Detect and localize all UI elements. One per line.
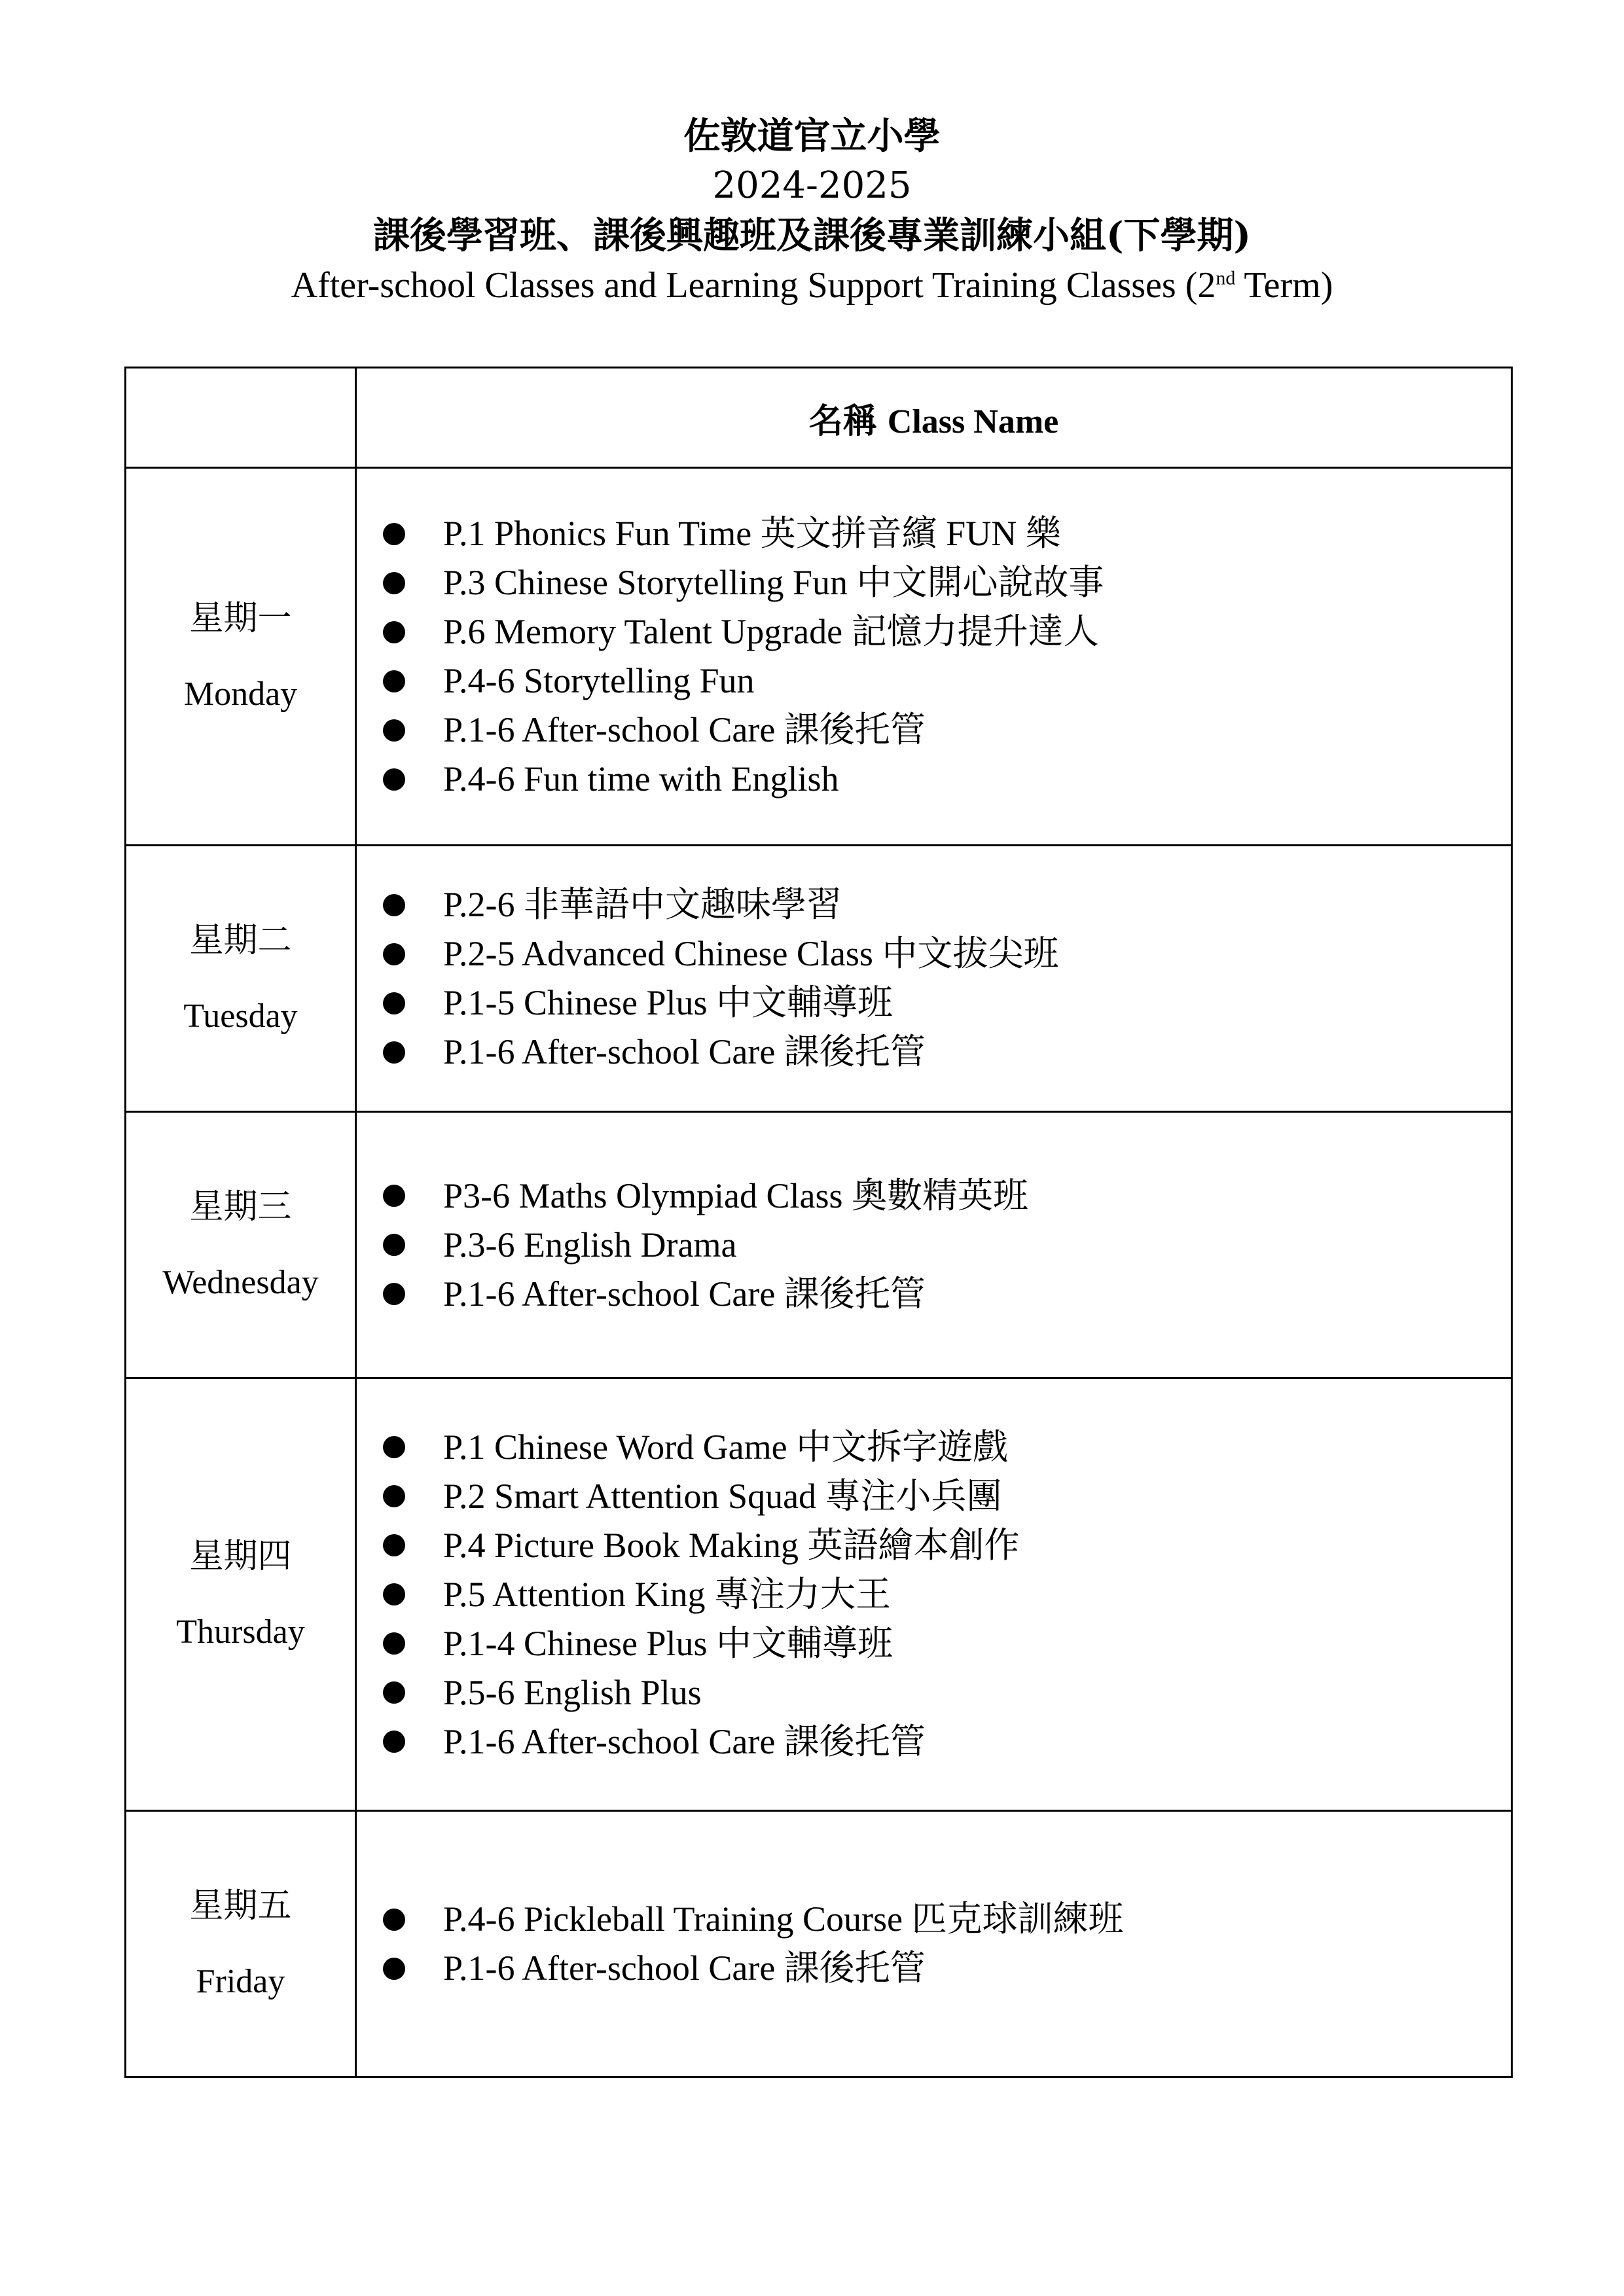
bullet-icon <box>383 1485 405 1507</box>
class-list-tuesday <box>357 880 1511 1077</box>
bullet-icon <box>383 1041 405 1064</box>
list-item: P.1-6 After-school Care 課後托管 <box>383 1028 1511 1077</box>
bullet-icon <box>383 1909 405 1931</box>
bullet-icon <box>383 1632 405 1655</box>
day-label-en: Monday <box>183 675 298 713</box>
list-item: P.1-6 After-school Care 課後托管 <box>383 706 1511 755</box>
list-item: P.2-6 非華語中文趣味學習 <box>383 880 1511 929</box>
day-label-en: Tuesday <box>183 997 298 1035</box>
list-item: P.2-5 Advanced Chinese Class 中文拔尖班 <box>383 929 1511 978</box>
day-label-en: Friday <box>196 1963 285 2000</box>
list-item: P.6 Memory Talent Upgrade 記憶力提升達人 <box>383 607 1511 656</box>
bullet-icon <box>383 1234 405 1256</box>
class-list-wednesday <box>357 1172 1511 1319</box>
day-cell-friday <box>126 1811 356 2077</box>
classes-cell-tuesday <box>356 846 1512 1112</box>
bullet-icon <box>383 768 405 791</box>
day-label-en: Wednesday <box>162 1264 319 1301</box>
bullet-icon <box>383 1958 405 1980</box>
table-row-tuesday <box>126 846 1512 1112</box>
classes-cell-wednesday <box>356 1112 1512 1378</box>
day-cell-tuesday <box>126 846 356 1112</box>
list-item: P.5 Attention King 專注力大王 <box>383 1570 1511 1619</box>
day-label-zh: 星期三 <box>189 1187 292 1227</box>
list-item: P.4-6 Pickleball Training Course 匹克球訓練班 <box>383 1895 1511 1944</box>
header-empty-cell <box>126 368 356 468</box>
school-year: 2024-2025 <box>712 164 912 207</box>
classes-cell-friday <box>356 1811 1512 2077</box>
bullet-icon <box>383 621 405 643</box>
list-item: P.4 Picture Book Making 英語繪本創作 <box>383 1521 1511 1570</box>
bullet-icon <box>383 719 405 742</box>
list-item: P.1-6 After-school Care 課後托管 <box>383 1944 1511 1993</box>
list-item: P.3 Chinese Storytelling Fun 中文開心說故事 <box>383 558 1511 607</box>
day-label-zh: 星期四 <box>189 1537 292 1576</box>
title-chinese: 課後學習班、課後興趣班及課後專業訓練小組(下學期) <box>373 214 1251 257</box>
bullet-icon <box>383 1436 405 1458</box>
title-english-end: Term) <box>1235 265 1333 306</box>
table-row-monday <box>126 468 1512 846</box>
day-label-zh: 星期五 <box>189 1886 292 1926</box>
bullet-icon <box>383 572 405 594</box>
day-cell-thursday <box>126 1378 356 1811</box>
list-item: P.3-6 English Drama <box>383 1221 1511 1270</box>
list-item: P3-6 Maths Olympiad Class 奧數精英班 <box>383 1172 1511 1221</box>
class-list-friday <box>357 1895 1511 1993</box>
list-item: P.1-6 After-school Care 課後托管 <box>383 1717 1511 1767</box>
day-cell-wednesday <box>126 1112 356 1378</box>
list-item: P.4-6 Storytelling Fun <box>383 656 1511 706</box>
list-item: P.4-6 Fun time with English <box>383 755 1511 804</box>
bullet-icon <box>383 1583 405 1605</box>
list-item: P.1-6 After-school Care 課後托管 <box>383 1270 1511 1319</box>
class-name-header-en: Class Name <box>887 403 1059 440</box>
day-label-zh: 星期一 <box>189 599 292 638</box>
list-item: P.1-5 Chinese Plus 中文輔導班 <box>383 978 1511 1028</box>
classes-cell-monday <box>356 468 1512 846</box>
class-name-header <box>356 368 1512 468</box>
list-item: P.5-6 English Plus <box>383 1668 1511 1717</box>
bullet-icon <box>383 523 405 545</box>
table-header-row <box>126 368 1512 468</box>
bullet-icon <box>383 1534 405 1556</box>
class-schedule-table <box>124 367 1513 2078</box>
class-list-monday <box>357 509 1511 804</box>
title-english <box>0 260 1624 310</box>
title-english-superscript: nd <box>1216 267 1236 289</box>
list-item: P.1-4 Chinese Plus 中文輔導班 <box>383 1619 1511 1668</box>
list-item: P.1 Chinese Word Game 中文拆字遊戲 <box>383 1423 1511 1472</box>
bullet-icon <box>383 1731 405 1753</box>
bullet-icon <box>383 1681 405 1704</box>
bullet-icon <box>383 943 405 965</box>
list-item: P.1 Phonics Fun Time 英文拼音繽 FUN 樂 <box>383 509 1511 558</box>
day-label-zh: 星期二 <box>189 921 292 960</box>
bullet-icon <box>383 992 405 1014</box>
bullet-icon <box>383 670 405 692</box>
table-row-friday <box>126 1811 1512 2077</box>
school-name: 佐敦道官立小學 <box>683 115 941 158</box>
day-cell-monday <box>126 468 356 846</box>
list-item: P.2 Smart Attention Squad 專注小兵團 <box>383 1472 1511 1521</box>
document-header <box>0 111 1624 310</box>
bullet-icon <box>383 1283 405 1305</box>
title-english-main: After-school Classes and Learning Support Training Classes (2 <box>291 265 1216 306</box>
bullet-icon <box>383 1185 405 1207</box>
classes-cell-thursday <box>356 1378 1512 1811</box>
day-label-en: Thursday <box>176 1613 305 1651</box>
bullet-icon <box>383 894 405 916</box>
class-list-thursday <box>357 1423 1511 1767</box>
table-row-thursday <box>126 1378 1512 1811</box>
class-name-header-zh: 名稱 <box>808 401 877 441</box>
table-row-wednesday <box>126 1112 1512 1378</box>
